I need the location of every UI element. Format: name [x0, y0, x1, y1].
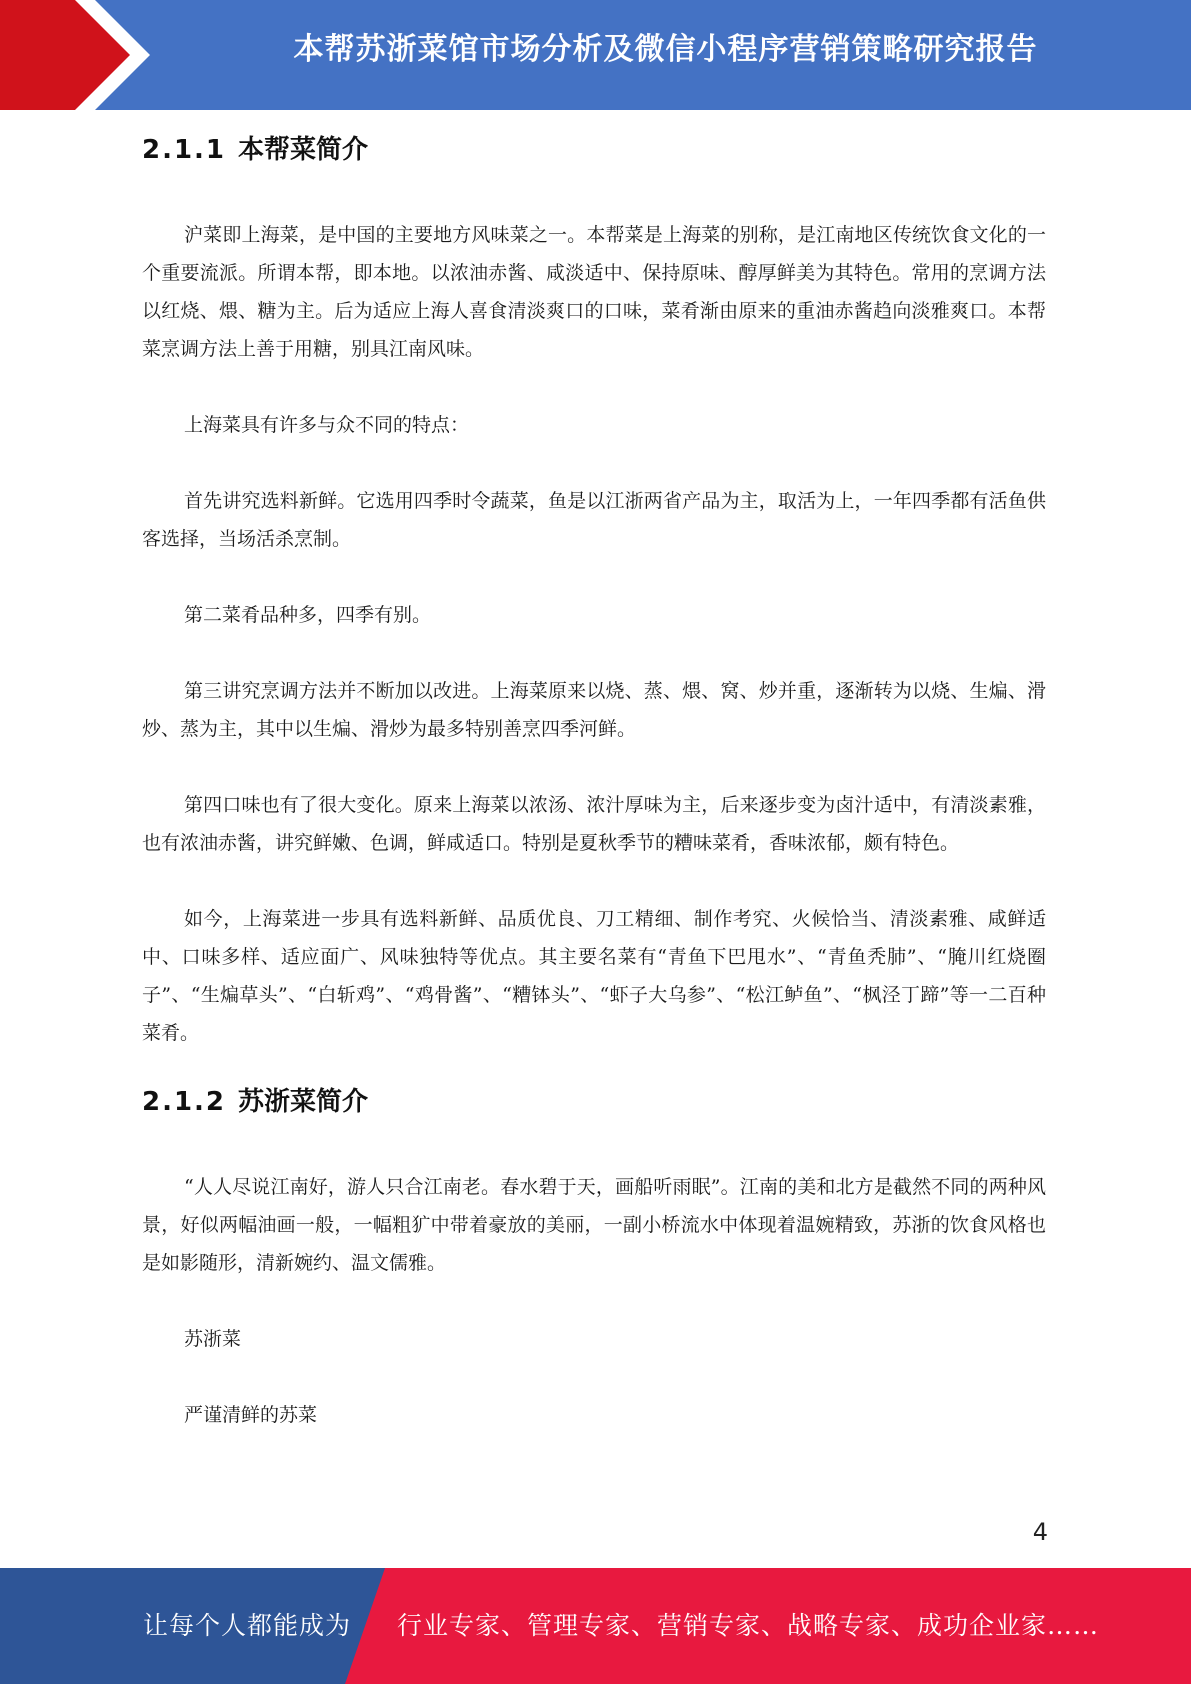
footer-slogan-right: 行业专家、管理专家、营销专家、战略专家、成功企业家…… — [397, 1611, 1100, 1640]
section-number: 2.1.1 — [142, 135, 227, 165]
paragraph: 首先讲究选料新鲜。它选用四季时令蔬菜，鱼是以江浙两省产品为主，取活为上，一年四季都有活鱼供客选择，当场活杀烹制。 — [142, 490, 1046, 550]
paragraph: 上海菜具有许多与众不同的特点： — [184, 414, 470, 436]
paragraph: 第三讲究烹调方法并不断加以改进。上海菜原来以烧、蒸、煨、窝、炒并重，逐渐转为以烧、生煸、滑炒、蒸为主，其中以生煸、滑炒为最多特别善烹四季河鲜。 — [142, 680, 1046, 740]
section-title: 苏浙菜简介 — [238, 1087, 369, 1117]
section-number: 2.1.2 — [142, 1087, 227, 1117]
section-heading-2-1-2 — [142, 1080, 1046, 1124]
section-title: 本帮菜简介 — [238, 135, 369, 165]
paragraph: 沪菜即上海菜，是中国的主要地方风味菜之一。本帮菜是上海菜的别称，是江南地区传统饮食文化的一个重要流派。所谓本帮，即本地。以浓油赤酱、咸淡适中、保持原味、醇厚鲜美为其特色。常用的烹调方法以红烧、煨、糖为主。后为适应上海人喜食清淡爽口的口味，菜肴渐由原来的重油赤酱趋向淡雅爽口。本帮菜烹调方法上善于用糖，别具江南风味。 — [142, 224, 1046, 360]
paragraph: “人人尽说江南好，游人只合江南老。春水碧于天，画船听雨眠”。江南的美和北方是截然不同的两种风景，好似两幅油画一般，一幅粗犷中带着豪放的美丽，一副小桥流水中体现着温婉精致，苏浙的饮食风格也是如影随形，清新婉约、温文儒雅。 — [142, 1176, 1046, 1274]
header-banner — [0, 0, 1191, 110]
paragraph: 如今，上海菜进一步具有选料新鲜、品质优良、刀工精细、制作考究、火候恰当、清淡素雅、咸鲜适中、口味多样、适应面广、风味独特等优点。其主要名菜有“青鱼下巴甩水”、“青鱼秃肺”、“腌川红烧圈子”、“生煸草头”、“白斩鸡”、“鸡骨酱”、“糟钵头”、“虾子大乌参”、“松江鲈鱼”、“枫泾丁蹄”等一二百种菜肴。 — [142, 908, 1046, 1044]
page-content — [142, 128, 1046, 1472]
footer-slogan-left: 让每个人都能成为 — [143, 1611, 352, 1640]
paragraph: 第二菜肴品种多，四季有别。 — [184, 604, 432, 626]
paragraph: 第四口味也有了很大变化。原来上海菜以浓汤、浓汁厚味为主，后来逐步变为卤汁适中，有清淡素雅，也有浓油赤酱，讲究鲜嫩、色调，鲜咸适口。特别是夏秋季节的糟味菜肴，香味浓郁，颇有特色。 — [142, 794, 1046, 854]
page-number: 4 — [1032, 1518, 1048, 1546]
section-heading-2-1-1 — [142, 128, 1046, 172]
paragraph: 苏浙菜 — [184, 1328, 242, 1350]
paragraph: 严谨清鲜的苏菜 — [184, 1404, 318, 1426]
chevron-red-decoration — [0, 0, 142, 110]
report-title: 本帮苏浙菜馆市场分析及微信小程序营销策略研究报告 — [293, 32, 1038, 67]
footer-banner — [0, 1568, 1191, 1684]
